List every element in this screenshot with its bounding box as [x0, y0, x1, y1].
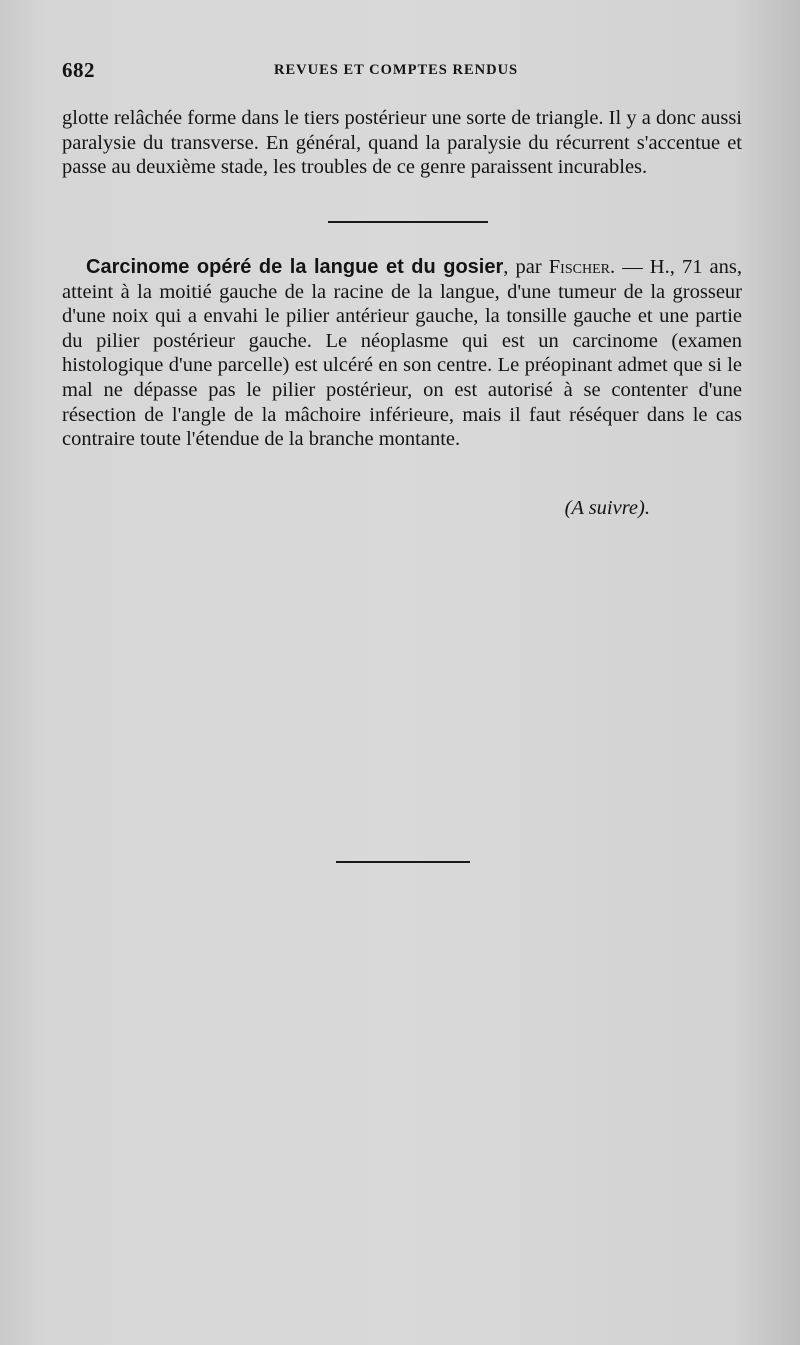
to-be-continued: (A suivre).	[564, 497, 650, 519]
article-text: . — H., 71 ans, atteint à la moitié gauche de la racine de la langue, d'une tumeur de la grosseur d'une noix qui a envahi le pilier antérieur gauche, la tonsille gauche et une partie du pilier postérieur gauche. Le néoplasme qui est un carcinome (examen histologique d'une parcelle) est ulcéré en son centre. Le préopinant admet que si le mal ne dépasse pas le pilier postérieur, on est autorisé à se contenter d'une résection de l'angle de la mâchoire inférieure, mais il faut réséquer dans le cas contraire toute l'étendue de la branche montante.	[62, 256, 742, 451]
paragraph-continued: glotte relâchée forme dans le tiers postérieur une sorte de triangle. Il y a donc aussi paralysie du transverse. En général, quand la paralysie du récurrent s'accentue et passe au deuxième stade, les troubles de ce genre paraissent incurables.	[62, 107, 742, 179]
page-header	[62, 58, 742, 88]
end-divider	[336, 861, 470, 863]
article-author: Fischer	[548, 256, 610, 278]
article-title: Carcinome opéré de la langue et du gosier	[86, 256, 504, 278]
page-number: 682	[62, 58, 95, 82]
section-divider	[328, 221, 488, 223]
running-head: REVUES ET COMPTES RENDUS	[274, 62, 519, 78]
article-by: , par	[503, 256, 549, 278]
article-paragraph	[62, 255, 742, 452]
